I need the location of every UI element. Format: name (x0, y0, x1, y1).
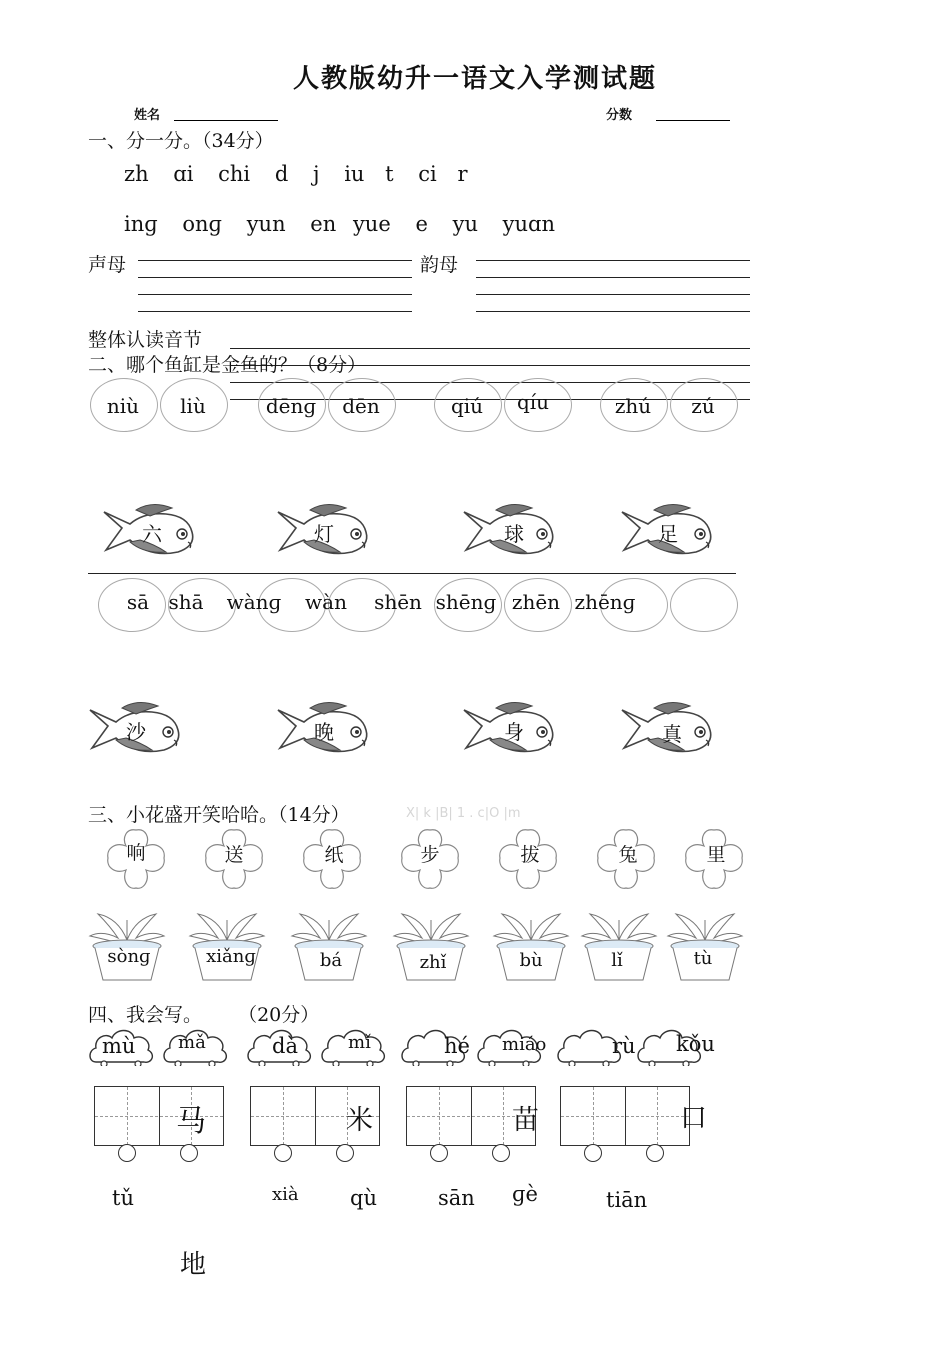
bowl-pinyin: dēn (342, 394, 380, 418)
pinyin-item: yuɑn (502, 212, 556, 236)
shengmu-label: 声母 (88, 254, 127, 276)
flower-char: 响 (126, 842, 146, 864)
pinyin-item: tǔ (112, 1186, 134, 1210)
bowl-pinyin: wànɡ (226, 590, 282, 614)
pinyin-item: e (415, 212, 428, 236)
pinyin-item: ci (418, 162, 437, 186)
cloud-pinyin: miáo (502, 1034, 547, 1055)
pinyin-item: sān (438, 1186, 475, 1210)
section4-heading (88, 1000, 319, 1027)
pinyin-item: chi (218, 162, 251, 186)
yunmu-line[interactable] (476, 260, 750, 261)
pot-pinyin: lǐ (611, 950, 623, 971)
zhengti-label: 整体认读音节 (88, 329, 203, 351)
fish-char: 球 (504, 522, 524, 546)
wheel-icon (584, 1144, 602, 1162)
pinyin-item: inɡ (124, 212, 158, 236)
pinyin-row2 (124, 212, 555, 236)
bowl-pinyin: zú (691, 394, 715, 418)
fishbowl[interactable] (670, 578, 738, 632)
section2-heading: 二、哪个鱼缸是金鱼的？（8分） (88, 354, 367, 376)
writing-grid[interactable] (560, 1086, 690, 1146)
yunmu-line[interactable] (476, 294, 750, 295)
pot-pinyin: bá (319, 950, 343, 971)
section3-heading: 三、小花盛开笑哈哈。（14分） (88, 804, 350, 826)
divider-line (88, 573, 736, 574)
pinyin-item: yun (246, 212, 286, 236)
flower-char: 兔 (618, 844, 638, 866)
pinyin-item: ɡè (512, 1182, 538, 1206)
fish-char: 灯 (314, 522, 334, 546)
wheel-icon (646, 1144, 664, 1162)
pinyin-item: yue (352, 212, 391, 236)
flowerpot-icon[interactable] (492, 910, 570, 982)
zhengti-line[interactable] (230, 348, 750, 349)
pinyin-item: iu (344, 162, 365, 186)
flowerpot-icon[interactable] (290, 910, 368, 982)
wheel-icon (180, 1144, 198, 1162)
grid-char: 苗 (512, 1105, 539, 1136)
pinyin-item: r (457, 162, 468, 186)
pinyin-item: ɑi (173, 162, 194, 186)
pinyin-item: xià (272, 1184, 299, 1205)
shengmu-line[interactable] (138, 294, 412, 295)
pot-pinyin: tù (693, 948, 713, 969)
flower-char: 里 (706, 844, 726, 866)
pinyin-item: en (310, 212, 337, 236)
bowl-pinyin: shēn (374, 590, 422, 614)
name-label: 姓名 (134, 108, 161, 123)
wheel-icon (336, 1144, 354, 1162)
page-title: 人教版幼升一语文入学测试题 (292, 64, 657, 94)
bowl-pinyin: dēnɡ (265, 394, 317, 418)
grid-char: 马 (176, 1104, 206, 1139)
bowl-pinyin: niù (106, 394, 140, 418)
wheel-icon (274, 1144, 292, 1162)
pot-pinyin: sònɡ (107, 946, 151, 967)
fish-char: 足 (658, 522, 678, 546)
flowerpot-icon[interactable] (666, 910, 744, 982)
fish-char: 身 (504, 720, 524, 744)
bowl-pinyin: zhú (614, 394, 652, 418)
cloud-pinyin: hé (444, 1034, 470, 1058)
pinyin-item: yu (452, 212, 478, 236)
bowl-pinyin: liù (180, 394, 206, 418)
pot-pinyin: xiǎnɡ (206, 946, 256, 967)
pinyin-item: qù (350, 1186, 377, 1210)
pinyin-item: t (385, 162, 394, 186)
flowerpot-icon[interactable] (580, 910, 658, 982)
cloud-pinyin: mǐ (348, 1032, 371, 1053)
fish-char: 真 (662, 722, 682, 746)
yunmu-label: 韵母 (420, 254, 459, 276)
yunmu-line[interactable] (476, 311, 750, 312)
bowl-pinyin: shā (168, 590, 204, 614)
name-field[interactable] (174, 106, 278, 121)
pot-pinyin: bù (519, 950, 543, 971)
cloud-pinyin: mǎ (178, 1032, 206, 1053)
wheel-icon (492, 1144, 510, 1162)
flower-char: 拔 (520, 844, 540, 866)
flower-char: 纸 (324, 844, 344, 866)
cloud-pinyin: rù (612, 1034, 636, 1058)
bowl-pinyin: wàn (305, 590, 347, 614)
bowl-pinyin: qíu (516, 390, 550, 414)
cloud-pinyin: kǒu (676, 1032, 715, 1056)
bowl-pinyin: zhēn (511, 590, 561, 614)
pinyin-item: tiān (606, 1188, 648, 1212)
bowl-pinyin: shēnɡ (435, 590, 497, 614)
fish-char: 六 (142, 522, 162, 546)
shengmu-line[interactable] (138, 277, 412, 278)
shengmu-line[interactable] (138, 260, 412, 261)
cloud-pinyin: mù (102, 1034, 136, 1058)
bowl-pinyin: zhēnɡ (574, 590, 636, 614)
pinyin-item: d (274, 162, 289, 186)
pot-pinyin: zhǐ (419, 952, 447, 973)
bottom-char: 地 (180, 1250, 207, 1280)
pinyin-item: j (312, 162, 320, 186)
score-label: 分数 (606, 108, 633, 123)
yunmu-line[interactable] (476, 277, 750, 278)
wheel-icon (118, 1144, 136, 1162)
fish-char: 沙 (126, 720, 146, 744)
section4-points: （20分） (238, 1004, 320, 1026)
bowl-pinyin: qiú (450, 394, 484, 418)
pinyin-item: onɡ (182, 212, 222, 236)
bowl-pinyin: sā (126, 590, 150, 614)
cloud-pinyin: dà (272, 1034, 298, 1058)
grid-char: 米 (346, 1105, 373, 1136)
shengmu-line[interactable] (138, 311, 412, 312)
grid-char: 口 (680, 1103, 707, 1134)
score-field[interactable] (656, 106, 730, 121)
pinyin-item: zh (124, 162, 149, 186)
pinyin-row1 (124, 162, 467, 186)
flower-char: 步 (420, 844, 440, 866)
watermark: X| k |B| 1 . c|O |m (406, 806, 521, 821)
wheel-icon (430, 1144, 448, 1162)
section1-heading: 一、分一分。（34分） (88, 130, 274, 152)
flower-char: 送 (224, 844, 244, 866)
fish-char: 晚 (314, 720, 334, 744)
section4-title: 四、我会写。 (88, 1004, 203, 1026)
